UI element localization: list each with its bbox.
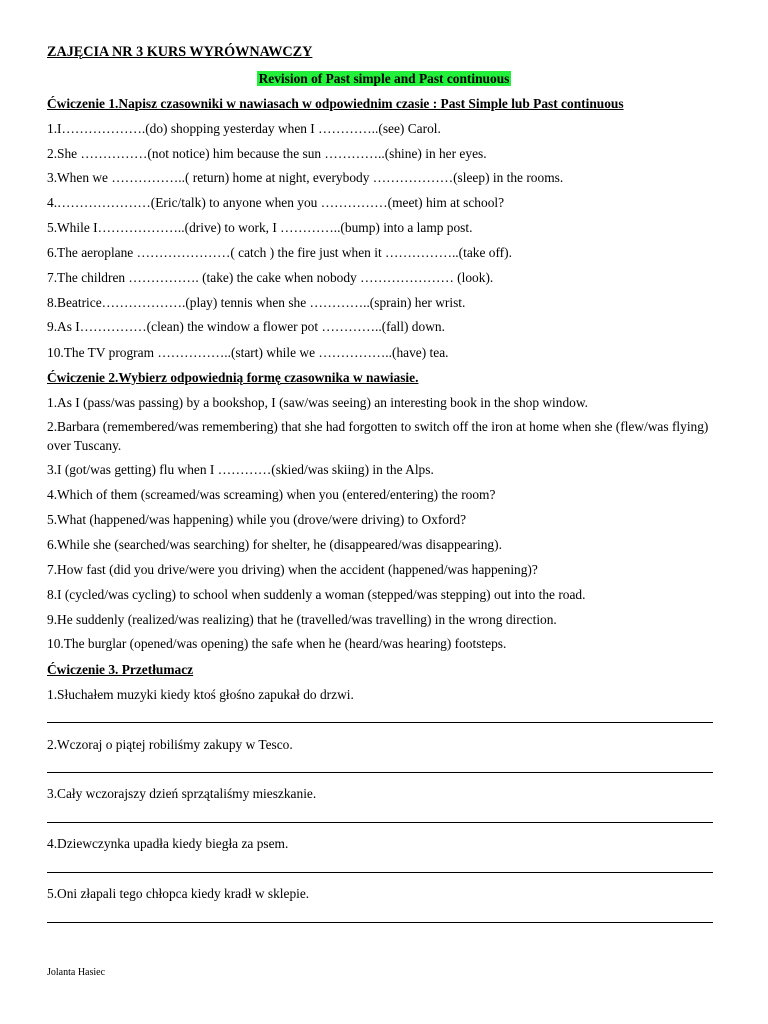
exercise-2-heading: Ćwiczenie 2.Wybierz odpowiednią formę czasownika w nawiasie. (47, 370, 419, 385)
exercise-1-item: 6.The aeroplane …………………( catch ) the fire just when it ……………..(take off). (47, 245, 512, 260)
answer-line (47, 722, 713, 723)
exercise-1-item: 9.As I……………(clean) the window a flower pot …………..(fall) down. (47, 319, 445, 334)
exercise-3-item: 5.Oni złapali tego chłopca kiedy kradł w sklepie. (47, 886, 310, 901)
exercise-1-item: 8.Beatrice……………….(play) tennis when she …………..(sprain) her wrist. (47, 295, 466, 310)
exercise-2-item: 6.While she (searched/was searching) for shelter, he (disappeared/was disappearing). (47, 537, 502, 552)
exercise-1-item: 4.…………………(Eric/talk) to anyone when you ……………(meet) him at school? (47, 195, 505, 210)
exercise-1-item: 10.The TV program ……………..(start) while we ……………..(have) tea. (47, 345, 449, 360)
exercise-2-item: 2.Barbara (remembered/was remembering) that she had forgotten to switch off the iron at home when she (flew/was flying) over Tuscany. (47, 419, 709, 453)
answer-line (47, 872, 713, 873)
exercise-2-item: 9.He suddenly (realized/was realizing) that he (travelled/was travelling) in the wrong direction. (47, 612, 557, 627)
exercise-2-item: 10.The burglar (opened/was opening) the safe when he (heard/was hearing) footsteps. (47, 636, 507, 651)
exercise-3-item: 2.Wczoraj o piątej robiliśmy zakupy w Tesco. (47, 737, 293, 752)
exercise-2-item: 7.How fast (did you drive/were you driving) when the accident (happened/was happening)? (47, 562, 538, 577)
subtitle-text: Revision of Past simple and Past continuous (258, 71, 510, 86)
page-title: ZAJĘCIA NR 3 KURS WYRÓWNAWCZY (47, 44, 313, 60)
exercise-2-item: 1.As I (pass/was passing) by a bookshop, I (saw/was seeing) an interesting book in the shop window. (47, 395, 588, 410)
subtitle-banner (0, 69, 768, 88)
exercise-1-item: 5.While I………………..(drive) to work, I …………..(bump) into a lamp post. (47, 220, 473, 235)
exercise-1-item: 3.When we ……………..( return) home at night, everybody ………………(sleep) in the rooms. (47, 170, 564, 185)
answer-line (47, 772, 713, 773)
exercise-2-item: 4.Which of them (screamed/was screaming) when you (entered/entering) the room? (47, 487, 496, 502)
exercise-3-item: 3.Cały wczorajszy dzień sprzątaliśmy mieszkanie. (47, 786, 317, 801)
exercise-2-item: 5.What (happened/was happening) while you (drove/were driving) to Oxford? (47, 512, 467, 527)
answer-line (47, 922, 713, 923)
exercise-1-heading: Ćwiczenie 1.Napisz czasowniki w nawiasach w odpowiednim czasie : Past Simple lub Past continuous (47, 96, 624, 111)
exercise-3-heading: Ćwiczenie 3. Przetłumacz (47, 662, 194, 677)
exercise-2-item: 8.I (cycled/was cycling) to school when suddenly a woman (stepped/was stepping) out into the road. (47, 587, 586, 602)
exercise-2-item: 3.I (got/was getting) flu when I …………(skied/was skiing) in the Alps. (47, 462, 434, 477)
exercise-3-item: 1.Słuchałem muzyki kiedy ktoś głośno zapukał do drzwi. (47, 687, 354, 702)
exercise-1-item: 1.I……………….(do) shopping yesterday when I …………..(see) Carol. (47, 121, 441, 136)
exercise-1-item: 7.The children ……………. (take) the cake when nobody ………………… (look). (47, 270, 494, 285)
exercise-1-item: 2.She ……………(not notice) him because the sun …………..(shine) in her eyes. (47, 146, 487, 161)
answer-line (47, 822, 713, 823)
author-footer: Jolanta Hasiec (47, 967, 106, 978)
exercise-3-item: 4.Dziewczynka upadła kiedy biegła za psem. (47, 836, 289, 851)
